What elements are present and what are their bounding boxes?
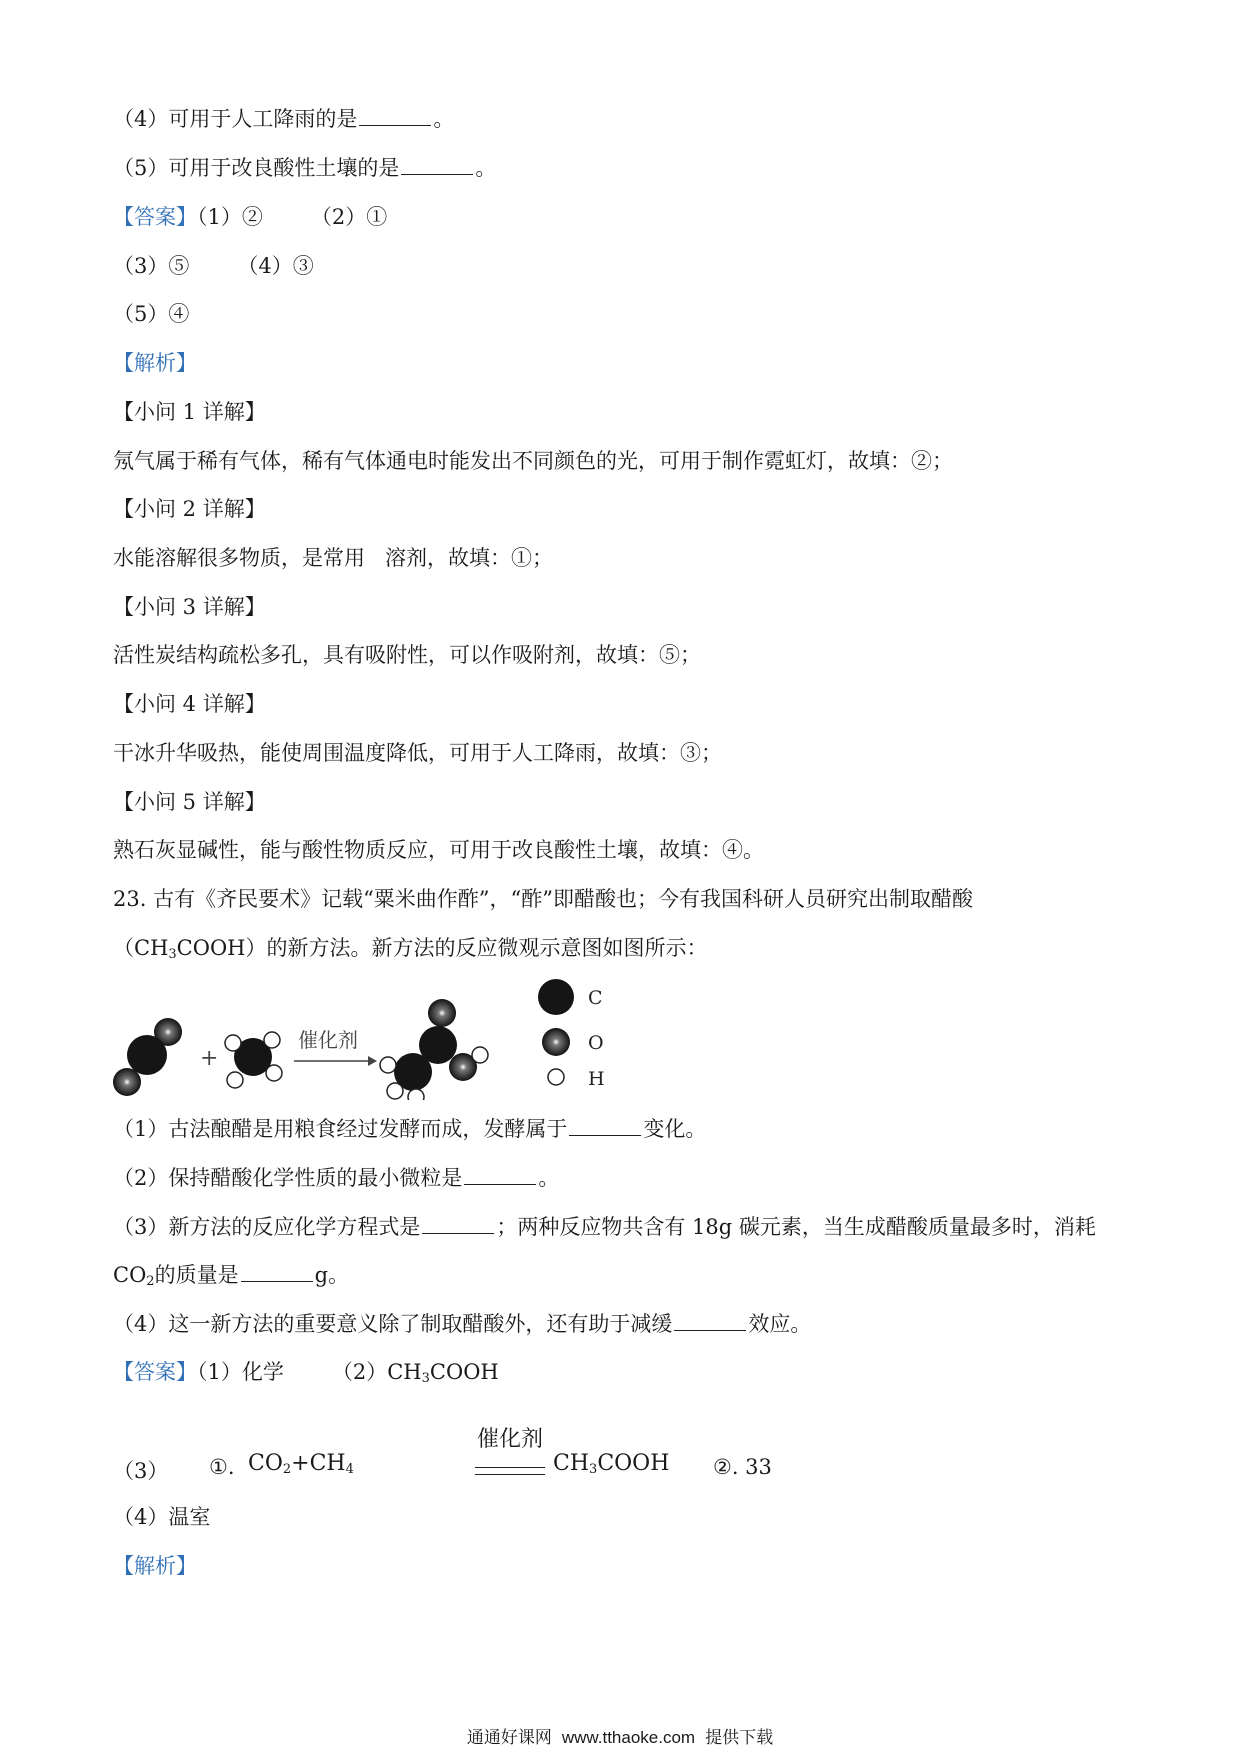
q22-sub4-text: （4）可用于人工降雨的是 xyxy=(113,107,358,131)
equation-reactants xyxy=(248,1451,354,1476)
q22-answer-line-1 xyxy=(113,203,387,231)
legend-h: H xyxy=(588,1068,605,1090)
equation-index-2: ②. 33 xyxy=(713,1455,772,1479)
q23-sub3-line-1 xyxy=(113,1213,1096,1241)
q23-sub1-suffix: 变化。 xyxy=(643,1117,707,1141)
q22-sub4 xyxy=(113,105,454,133)
detail-text-4: 干冰升华吸热，能使周围温度降低，可用于人工降雨，故填：③； xyxy=(113,741,722,765)
equation-product xyxy=(553,1451,669,1476)
q23-sub4-suffix: 效应。 xyxy=(748,1312,812,1336)
reaction-diagram-svg xyxy=(100,975,660,1100)
q23-sub3-co: CO xyxy=(113,1263,147,1287)
stem-text: （CH xyxy=(113,936,169,960)
reaction-arrow xyxy=(294,1028,377,1066)
answer-blank xyxy=(422,1215,494,1234)
answer-item: （2）① xyxy=(310,205,388,229)
q23-stem-line-1: 23. 古有《齐民要术》记载“粟米曲作酢”，“酢”即醋酸也；今有我国科研人员研究出制取醋酸 xyxy=(113,887,974,911)
q23-answer-line-4: （4）温室 xyxy=(113,1505,211,1529)
q22-sub5-suffix: 。 xyxy=(475,156,497,180)
detail-text-1: 氖气属于稀有气体，稀有气体通电时能发出不同颜色的光，可用于制作霓虹灯，故填：②； xyxy=(113,449,953,473)
ch4-molecule xyxy=(225,1032,282,1088)
co-text: CO xyxy=(248,1451,283,1476)
q23-sub1 xyxy=(113,1115,706,1143)
answer-blank xyxy=(464,1166,536,1185)
q23-sub2-suffix: 。 xyxy=(538,1166,560,1190)
answer-blank xyxy=(241,1263,313,1282)
oxygen-atom-legend xyxy=(542,1028,570,1056)
answer-tag: 【答案】 xyxy=(113,1360,197,1384)
q23-sub3-line-2 xyxy=(113,1261,349,1289)
detail-text-2 xyxy=(113,544,553,572)
q23-sub4 xyxy=(113,1310,811,1338)
page-footer xyxy=(0,1728,1240,1748)
q23-answer-line-1 xyxy=(113,1358,499,1386)
q23-sub3-sub: 2 xyxy=(146,1274,155,1289)
answer-blank xyxy=(674,1312,746,1331)
detail-title-1: 【小问 1 详解】 xyxy=(113,400,266,424)
answer-blank xyxy=(359,107,431,126)
answer-item: （2）CH xyxy=(331,1360,422,1384)
answer-blank xyxy=(401,156,473,175)
answer-tag: 【答案】 xyxy=(113,205,197,229)
carbon-atom-legend xyxy=(538,979,574,1015)
q22-sub5 xyxy=(113,154,496,182)
equation-label: （3） xyxy=(113,1459,169,1483)
answer-item: （1）化学 xyxy=(197,1360,284,1384)
acetic-acid-molecule xyxy=(380,999,488,1100)
q23-sub1-text: （1）古法酿醋是用粮食经过发酵而成，发酵属于 xyxy=(113,1117,568,1141)
plus-sign: + xyxy=(200,1046,219,1071)
reaction-diagram xyxy=(100,975,660,1104)
legend-o: O xyxy=(588,1032,604,1054)
q23-sub2-text: （2）保持醋酸化学性质的最小微粒是 xyxy=(113,1166,463,1190)
footer-site-name: 通通好课网 xyxy=(466,1728,552,1747)
catalyst-label: 催化剂 xyxy=(298,1028,358,1052)
detail-title-4: 【小问 4 详解】 xyxy=(113,692,266,716)
answer-item: （5）④ xyxy=(113,302,190,326)
footer-note: 提供下载 xyxy=(705,1728,774,1747)
q22-sub5-text: （5）可用于改良酸性土壤的是 xyxy=(113,156,400,180)
q23-answer-equation xyxy=(113,1422,772,1492)
q23-sub3-suffix: g。 xyxy=(314,1263,350,1287)
detail-title-5: 【小问 5 详解】 xyxy=(113,790,266,814)
q23-sub3-mid: 的质量是 xyxy=(154,1263,239,1287)
q23-stem-line-2 xyxy=(113,934,707,962)
footer-url[interactable]: www.tthaoke.com xyxy=(561,1728,696,1747)
answer-item: （3）⑤ xyxy=(113,254,190,278)
co2-molecule xyxy=(113,1018,182,1096)
answer-sub: 3 xyxy=(421,1371,430,1386)
q23-sub2 xyxy=(113,1164,559,1192)
detail-text-5: 熟石灰显碱性，能与酸性物质反应，可用于改良酸性土壤，故填：④。 xyxy=(113,838,764,862)
q23-sub4-text: （4）这一新方法的重要意义除了制取醋酸外，还有助于减缓 xyxy=(113,1312,673,1336)
stem-sub: 3 xyxy=(168,947,177,962)
atom-legend xyxy=(538,979,605,1090)
detail-text-3: 活性炭结构疏松多孔，具有吸附性，可以作吸附剂，故填：⑤； xyxy=(113,643,701,667)
q23-sub3-middle: ；两种反应物共含有 18g 碳元素，当生成醋酸质量最多时，消耗 xyxy=(496,1215,1096,1239)
answer-item: （4）③ xyxy=(237,254,314,278)
q22-sub4-suffix: 。 xyxy=(433,107,455,131)
q22-analysis-tag: 【解析】 xyxy=(113,351,197,375)
prod-text: COOH xyxy=(597,1451,670,1476)
detail-text-2b: 溶剂，故填：①； xyxy=(385,546,553,570)
detail-text-2a: 水能溶解很多物质，是常用 xyxy=(113,546,365,570)
equation-index-1: ①. xyxy=(209,1455,235,1479)
answer-item: （1）② xyxy=(197,205,263,229)
equation-catalyst: 催化剂 xyxy=(477,1427,544,1452)
q23-sub3-text: （3）新方法的反应化学方程式是 xyxy=(113,1215,421,1239)
co-sub: 2 xyxy=(282,1462,292,1477)
q22-answer-line-2 xyxy=(113,252,314,280)
ch-text: +CH xyxy=(291,1451,346,1476)
detail-title-3: 【小问 3 详解】 xyxy=(113,595,266,619)
answer-blank xyxy=(569,1117,641,1136)
q22-answer-line-3 xyxy=(113,300,189,328)
answer-item: COOH xyxy=(429,1360,499,1384)
detail-title-2: 【小问 2 详解】 xyxy=(113,497,266,521)
stem-text: COOH）的新方法。新方法的反应微观示意图如图所示： xyxy=(176,936,708,960)
q23-analysis-tag: 【解析】 xyxy=(113,1554,197,1578)
prod-text: CH xyxy=(553,1451,590,1476)
equation-equals-sign xyxy=(475,1467,545,1475)
prod-sub: 3 xyxy=(589,1462,598,1477)
ch-sub: 4 xyxy=(345,1462,354,1477)
legend-c: C xyxy=(588,987,603,1009)
hydrogen-atom-legend xyxy=(548,1069,564,1085)
